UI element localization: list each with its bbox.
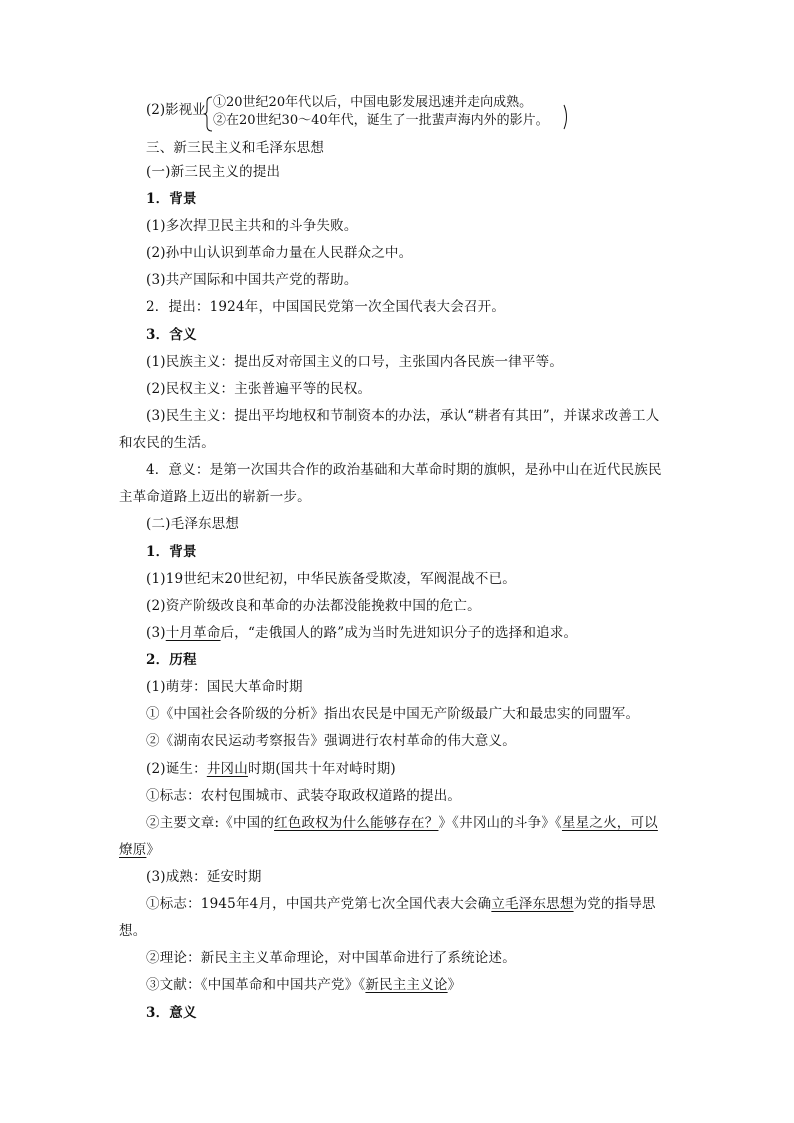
text-run: 》 — [447, 977, 462, 993]
underlined-term: 星星之火，可以 — [561, 815, 658, 831]
underlined-term: 井冈山 — [206, 761, 248, 777]
underlined-term: 立毛泽东思想 — [491, 896, 574, 912]
paragraph: (2)资产阶级改良和革命的办法都没能挽救中国的危亡。 — [146, 598, 481, 614]
paragraph: 主革命道路上迈出的崭新一步。 — [119, 489, 311, 505]
underlined-term: 红色政权为什么能够存在？ — [274, 815, 439, 831]
film-item-1: ①20世纪20年代以后，中国电影发展迅速并走向成熟。 — [213, 95, 533, 110]
text-run: 时期(国共十年对峙时期) — [247, 761, 396, 777]
paragraph: ②理论：新民主主义革命理论，对中国革命进行了系统论述。 — [146, 950, 516, 966]
right-parenthesis-icon — [562, 104, 570, 130]
paragraph: 想。 — [119, 923, 147, 939]
underlined-term: 燎原 — [119, 842, 147, 858]
paragraph: (1)多次捍卫民主共和的斗争失败。 — [146, 218, 358, 234]
film-item-2: ②在20世纪30～40年代，诞生了一批蜚声海内外的影片。 — [213, 113, 549, 128]
text-run: 》《井冈山的斗争》《 — [438, 815, 562, 831]
text-run: 》 — [146, 842, 161, 858]
paragraph: (2)孙中山认识到革命力量在人民群众之中。 — [146, 245, 413, 261]
paragraph: (1)萌芽：国民大革命时期 — [146, 679, 303, 695]
paragraph: ①标志：农村包围城市、武装夺取政权道路的提出。 — [146, 788, 462, 804]
item-heading: 3．含义 — [146, 327, 197, 343]
paragraph — [146, 814, 658, 832]
item-heading: 3．意义 — [146, 1005, 197, 1021]
subsection-heading: (二)毛泽东思想 — [146, 516, 240, 532]
subsection-heading: (一)新三民主义的提出 — [146, 164, 281, 180]
item-heading: 2．历程 — [146, 652, 197, 668]
paragraph — [146, 895, 656, 913]
section-heading: 三、新三民主义和毛泽东思想 — [146, 140, 325, 156]
text-run: (2)诞生： — [146, 761, 207, 777]
paragraph: (3)成熟：延安时期 — [146, 869, 262, 885]
paragraph — [146, 760, 396, 778]
left-brace-icon — [203, 96, 213, 132]
paragraph — [146, 624, 577, 642]
text-run: 为党的指导思 — [573, 896, 656, 912]
paragraph: 2．提出：1924年，中国国民党第一次全国代表大会召开。 — [146, 299, 506, 315]
paragraph: 和农民的生活。 — [119, 435, 215, 451]
text-run: (3) — [146, 625, 166, 641]
paragraph: (1)19世纪末20世纪初，中华民族备受欺凌，军阀混战不已。 — [146, 571, 516, 587]
film-industry-label: (2)影视业 — [146, 102, 206, 118]
text-run: 后，“走俄国人的路”成为当时先进知识分子的选择和追求。 — [220, 625, 578, 641]
paragraph — [146, 976, 461, 994]
text-run: ③文献：《中国革命和中国共产党》《 — [146, 977, 366, 993]
underlined-term: 十月革命 — [165, 625, 221, 641]
text-run: ②主要文章:《中国的 — [146, 815, 275, 831]
paragraph: ①《中国社会各阶级的分析》指出农民是中国无产阶级最广大和最忠实的同盟军。 — [146, 706, 640, 722]
text-run: ①标志：1945年4月，中国共产党第七次全国代表大会确 — [146, 896, 492, 912]
item-heading: 1．背景 — [146, 544, 197, 560]
paragraph: (2)民权主义：主张普遍平等的民权。 — [146, 381, 372, 397]
paragraph — [119, 841, 160, 859]
item-heading: 1．背景 — [146, 191, 197, 207]
paragraph: 4．意义：是第一次国共合作的政治基础和大革命时期的旗帜，是孙中山在近代民族民 — [146, 462, 662, 478]
paragraph: ②《湖南农民运动考察报告》强调进行农村革命的伟大意义。 — [146, 733, 516, 749]
paragraph: (3)共产国际和中国共产党的帮助。 — [146, 272, 358, 288]
paragraph: (1)民族主义：提出反对帝国主义的口号，主张国内各民族一律平等。 — [146, 354, 564, 370]
paragraph: (3)民生主义：提出平均地权和节制资本的办法，承认“耕者有其田”，并谋求改善工人 — [146, 408, 660, 424]
underlined-term: 新民主主义论 — [365, 977, 448, 993]
